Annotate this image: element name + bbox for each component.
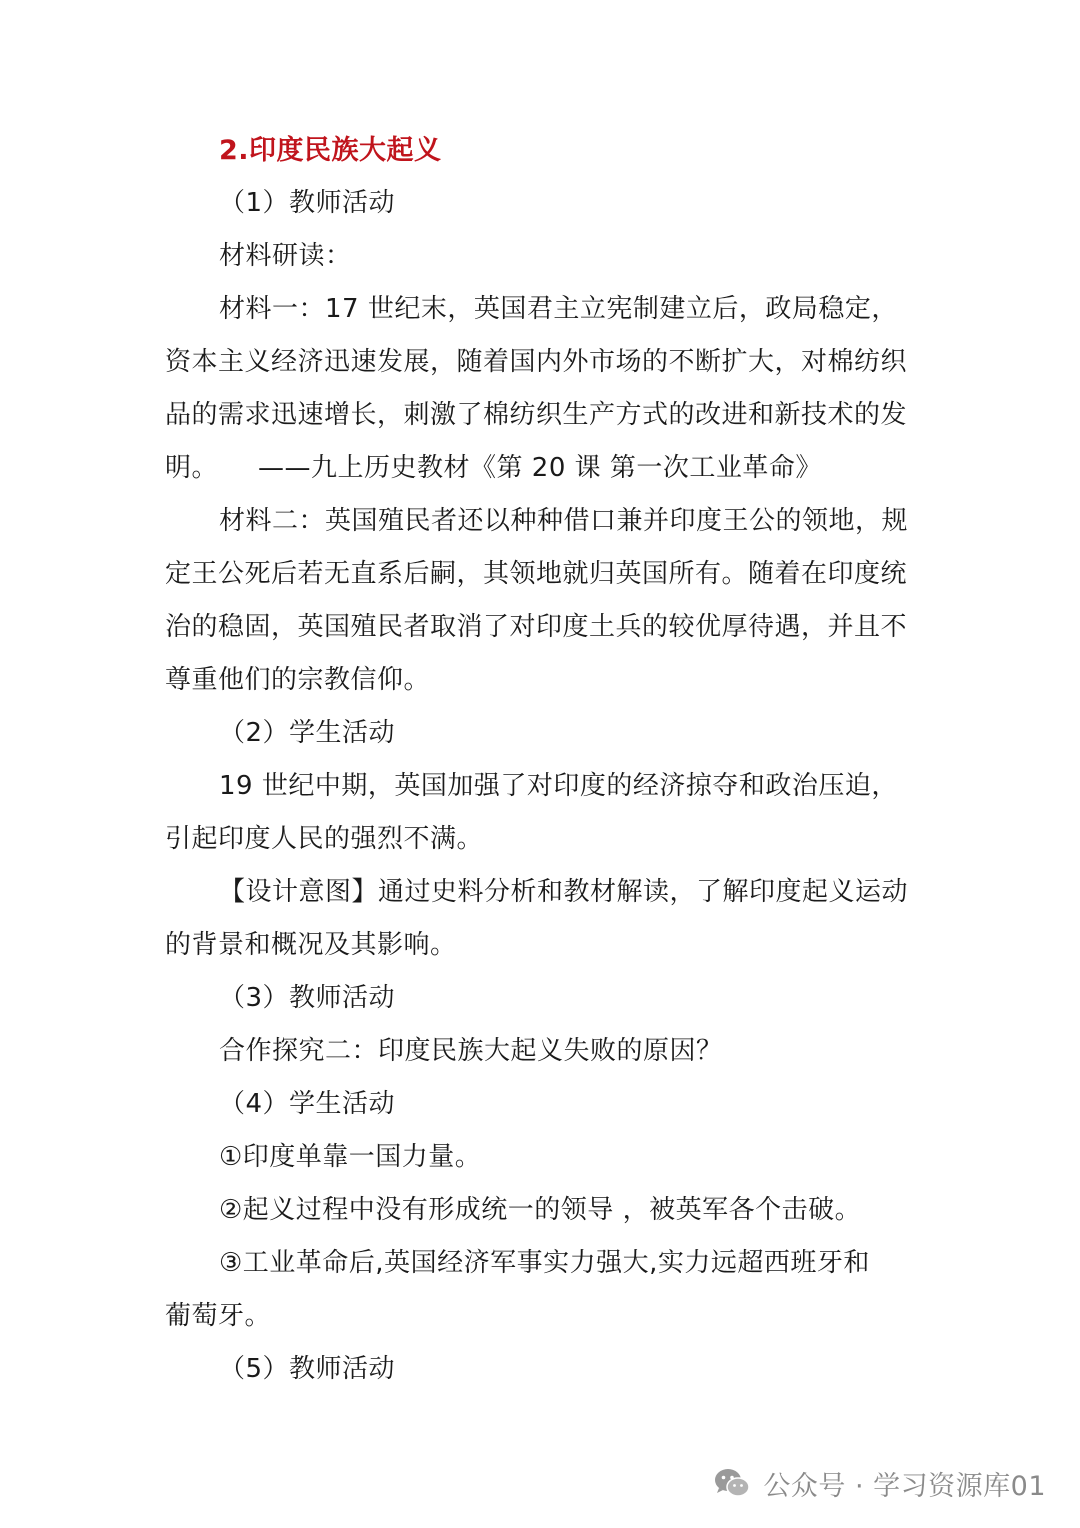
student-answer-2	[165, 760, 917, 866]
material-one-line: 品的需求迅速增长，刺激了棉纺织生产方式的改进和新技术的发	[165, 400, 908, 430]
material-two-line: 治的稳固，英国殖民者取消了对印度土兵的较优厚待遇，并且不	[165, 612, 908, 642]
teacher-activity-3: （3）教师活动	[219, 983, 396, 1013]
section-heading: 2.印度民族大起义	[219, 135, 442, 166]
student-answer-line: 引起印度人民的强烈不满。	[165, 824, 484, 854]
material-one-line: 材料一：17 世纪末，英国君主立宪制建立后，政局稳定，	[219, 294, 898, 324]
design-intent-line: 的背景和概况及其影响。	[165, 930, 457, 960]
material-one-end: 明。	[165, 453, 219, 483]
document-body	[165, 124, 917, 1396]
student-activity-4: （4）学生活动	[219, 1089, 396, 1119]
cooperative-inquiry: 合作探究二：印度民族大起义失败的原因？	[219, 1036, 723, 1066]
material-two-line: 尊重他们的宗教信仰。	[165, 665, 431, 695]
watermark	[713, 1460, 1046, 1506]
teacher-activity-5: （5）教师活动	[219, 1354, 396, 1384]
material-two	[165, 495, 917, 707]
reason-item: ③工业革命后,英国经济军事实力强大,实力远超西班牙和	[219, 1248, 870, 1278]
reason-item: ②起义过程中没有形成统一的领导 ，被英军各个击破。	[219, 1195, 862, 1225]
material-two-line: 材料二：英国殖民者还以种种借口兼并印度王公的领地，规	[219, 506, 909, 536]
reason-item: ①印度单靠一国力量。	[219, 1142, 482, 1172]
material-two-line: 定王公死后若无直系后嗣，其领地就归英国所有。随着在印度统	[165, 559, 908, 589]
teacher-activity-1: （1）教师活动	[219, 188, 396, 218]
material-one-line: 资本主义经济迅速发展，随着国内外市场的不断扩大，对棉纺织	[165, 347, 908, 377]
material-one-source: ——九上历史教材《第 20 课 第一次工业革命》	[258, 453, 822, 483]
student-activity-2: （2）学生活动	[219, 718, 396, 748]
material-one	[165, 283, 917, 495]
watermark-text: 公众号 · 学习资源库01	[763, 1470, 1046, 1502]
design-intent-line: 【设计意图】通过史料分析和教材解读，了解印度起义运动	[219, 877, 909, 907]
student-answer-line: 19 世纪中期，英国加强了对印度的经济掠夺和政治压迫，	[219, 771, 898, 801]
design-intent	[165, 866, 917, 972]
failure-reasons	[165, 1131, 917, 1343]
wechat-icon	[713, 1466, 751, 1500]
reason-item-continued: 葡萄牙。	[165, 1301, 272, 1331]
material-reading-label: 材料研读：	[219, 241, 352, 271]
material-one-line	[165, 442, 917, 495]
